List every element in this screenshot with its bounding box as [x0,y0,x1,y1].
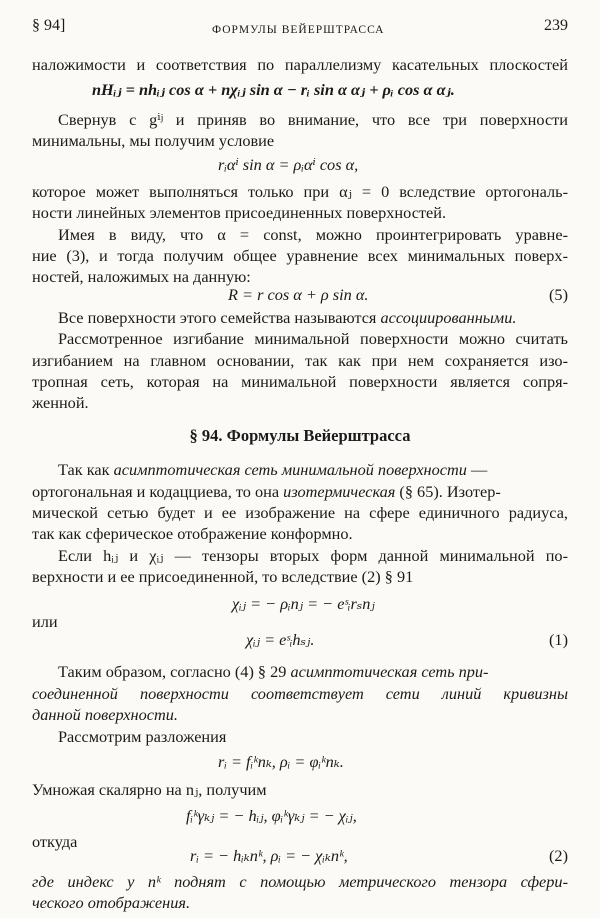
equation: nHᵢⱼ = nhᵢⱼ cos α + nχᵢⱼ sin α − rᵢ sin α αⱼ + ρᵢ cos α αⱼ. [92,80,455,99]
equation: fᵢᵏγₖⱼ = − hᵢⱼ, φᵢᵏγₖⱼ = − χᵢⱼ, [186,806,357,825]
text-line: Умножая скалярно на nⱼ, получим [32,780,267,799]
text-line: ческого отображения. [32,893,191,912]
text-line: где индекс у nᵏ поднят с помощью метрического тензора сфери- [32,872,568,891]
equation: rᵢ = − hᵢₖnᵏ, ρᵢ = − χᵢₖnᵏ, [190,846,348,865]
equation: χᵢⱼ = − ρᵢnⱼ = − eˢᵢrₛnⱼ [232,594,375,613]
text-line: Рассмотренное изгибание минимальной поверхности можно считать [58,329,568,348]
equation: R = r cos α + ρ sin α. [228,285,369,304]
text-line [58,662,568,682]
text-line: изгибанием на главном основании, так как при нем сохраняется изо- [32,351,568,370]
italic-run: асимптотическая сеть минимальной поверхности [113,460,467,479]
equation-number: (2) [549,846,568,865]
text-line: так как сферическое отображение конформно. [32,524,353,543]
text-line: Если hᵢⱼ и χᵢⱼ — тензоры вторых форм данной минимальной по- [58,546,568,565]
text-run: ортогональная и кодацциева, то она [32,482,284,501]
equation: rᵢ = fᵢᵏnₖ, ρᵢ = φᵢᵏnₖ. [218,752,344,771]
text-line: верхности и ее присоединенной, то вследствие (2) § 91 [32,567,414,586]
text-line: тропная сеть, которая на минимальной поверхности является сопря- [32,372,568,391]
text-run: Таким образом, согласно (4) § 29 [58,662,291,681]
text-line: Имея в виду, что α = const, можно проинтегрировать уравне- [58,225,568,244]
section-title: § 94. Формулы Вейерштрасса [189,426,411,445]
italic-run: асимптотическая сеть при- [290,662,489,681]
equation: rᵢαⁱ sin α = ρᵢαⁱ cos α, [218,155,359,174]
equation: χᵢⱼ = eˢᵢhₛⱼ. [246,630,315,649]
equation-number: (1) [549,630,568,649]
italic-run: изотермическая [283,482,396,501]
text-line: Рассмотрим разложения [58,727,227,746]
page-number: 239 [544,17,568,34]
italic-run: ассоциированными. [380,308,517,327]
text-line: Свернув с gⁱʲ и приняв во внимание, что все три поверхности [58,110,568,129]
text-line: наложимости и соответствия по параллелизму касательных плоскостей [32,55,568,74]
text-line: минимальны, мы получим условие [32,131,275,150]
text-line: ние (3), и тогда получим общее уравнение всех минимальных поверх- [32,246,568,265]
equation-number: (5) [549,285,568,304]
text-line: соединенной поверхности соответствует сети линий кривизны [32,684,568,703]
text-line: которое может выполняться только при αⱼ = 0 вследствие ортогональ- [32,182,568,201]
running-title: ФОРМУЛЫ ВЕЙЕРШТРАССА [212,24,385,36]
header-section-ref: § 94] [32,17,66,34]
text-line [32,482,568,502]
text-line: данной поверхности. [32,705,178,724]
text-run: Все поверхности этого семейства называются [58,308,381,327]
text-line [58,308,568,328]
text-run: (§ 65). Изотер- [395,482,501,501]
text-line: мической сетью будет и ее изображение на сфере единичного радиуса, [32,503,568,522]
text-run: Так как [58,460,114,479]
text-line: или [32,612,58,631]
text-run: — [466,460,488,479]
text-line: женной. [32,393,89,412]
text-line: откуда [32,832,78,851]
text-line [58,460,568,480]
text-line: ностей, наложимых на данную: [32,267,251,286]
text-line: ности линейных элементов присоединенных поверхностей. [32,203,447,222]
